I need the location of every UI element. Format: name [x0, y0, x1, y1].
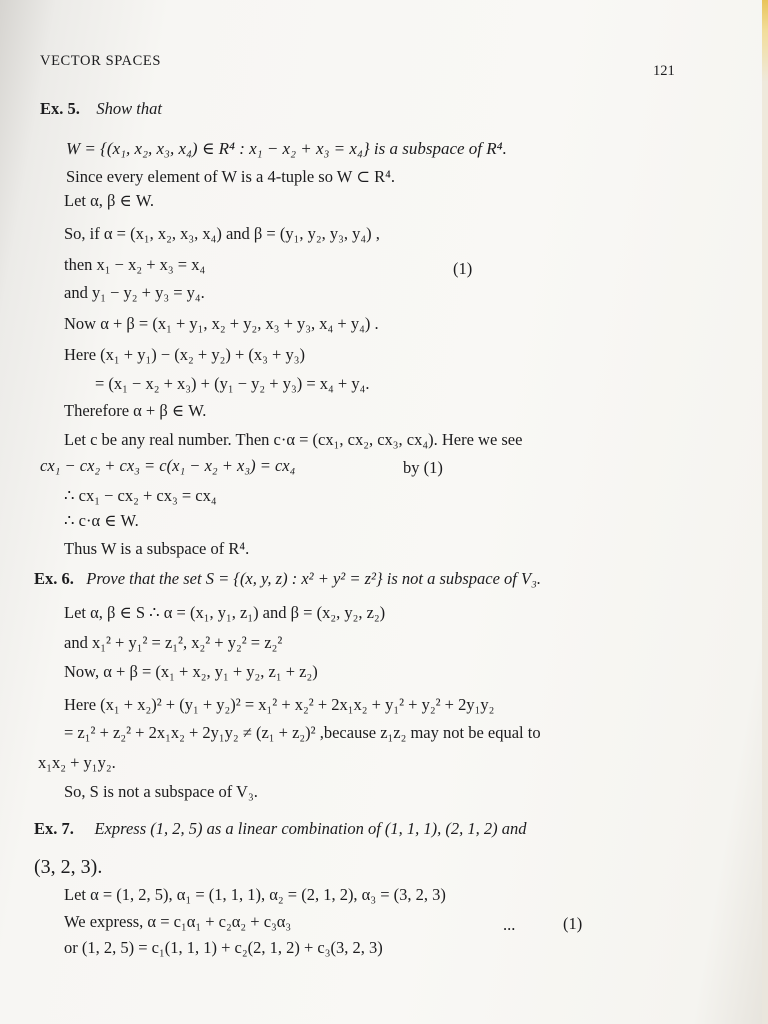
text-line: Here (x₁ + y₁) − (x₂ + y₂) + (x₃ + y₃) — [64, 345, 305, 364]
text-line: So, S is not a subspace of V₃. — [64, 782, 258, 801]
leader-dots: ... — [503, 915, 516, 934]
text-line: ∴ c·α ∈ W. — [64, 511, 139, 530]
equation-line — [40, 455, 295, 477]
text-line: Now, α + β = (x₁ + x₂, y₁ + y₂, z₁ + z₂) — [64, 662, 318, 681]
example-statement: Prove that the set S = {(x, y, z) : x² + y² = z²} is not a subspace of V₃. — [86, 569, 541, 588]
equation-text: We express, α = c₁α₁ + c₂α₂ + c₃α₃ — [64, 912, 292, 931]
equation-tag: (1) — [563, 914, 583, 933]
example-label: Ex. 6. — [34, 569, 74, 588]
page-edge — [762, 0, 768, 1024]
text-line: Since every element of W is a 4-tuple so W ⊂ R⁴. — [66, 167, 396, 186]
text-line: ∴ cx₁ − cx₂ + cx₃ = cx₄ — [64, 486, 217, 505]
text-line: and y₁ − y₂ + y₃ = y₄. — [64, 283, 205, 302]
example-7-heading — [34, 818, 527, 840]
text-line: Here (x₁ + x₂)² + (y₁ + y₂)² = x₁² + x₂² + 2x₁x₂ + y₁² + y₂² + 2y₁y₂ — [64, 695, 495, 714]
text-line: and x₁² + y₁² = z₁², x₂² + y₂² = z₂² — [64, 633, 283, 652]
text-line: Now α + β = (x₁ + y₁, x₂ + y₂, x₃ + y₃, x₄ + y₄) . — [64, 314, 379, 333]
text-line: = (x₁ − x₂ + x₃) + (y₁ − y₂ + y₃) = x₄ + y₄. — [95, 374, 370, 393]
example-statement: Show that — [96, 99, 162, 118]
page-number: 121 — [653, 63, 675, 79]
example-label: Ex. 5. — [40, 99, 80, 118]
text-line: (3, 2, 3). — [34, 856, 103, 878]
equation-text: cx₁ − cx₂ + cx₃ = c(x₁ − x₂ + x₃) = cx₄ — [40, 456, 296, 475]
text-line: x₁x₂ + y₁y₂. — [38, 753, 116, 772]
equation-tag: (1) — [453, 259, 473, 278]
text-line: Let c be any real number. Then c·α = (cx₁, cx₂, cx₃, cx₄). Here we see — [64, 430, 523, 449]
text-line: = z₁² + z₂² + 2x₁x₂ + 2y₁y₂ ≠ (z₁ + z₂)² ,because z₁z₂ may not be equal to — [64, 723, 541, 742]
example-statement: Express (1, 2, 5) as a linear combination of (1, 1, 1), (2, 1, 2) and — [94, 819, 527, 838]
example-label: Ex. 7. — [34, 819, 74, 838]
equation-line — [64, 254, 205, 276]
subspace-definition: W = {(x₁, x₂, x₃, x₄) ∈ R⁴ : x₁ − x₂ + x₃ = x₄} is a subspace of R⁴. — [66, 139, 507, 158]
text-line: Therefore α + β ∈ W. — [64, 401, 207, 420]
text-line: Let α = (1, 2, 5), α₁ = (1, 1, 1), α₂ = (2, 1, 2), α₃ = (3, 2, 3) — [64, 885, 446, 904]
text-line: or (1, 2, 5) = c₁(1, 1, 1) + c₂(2, 1, 2) + c₃(3, 2, 3) — [64, 938, 383, 957]
equation-line — [64, 911, 291, 933]
equation-text: then x₁ − x₂ + x₃ = x₄ — [64, 255, 206, 274]
text-line: Let α, β ∈ W. — [64, 191, 155, 210]
text-line: Thus W is a subspace of R⁴. — [64, 539, 250, 558]
example-6-heading — [34, 568, 541, 590]
text-line: So, if α = (x₁, x₂, x₃, x₄) and β = (y₁, y₂, y₃, y₄) , — [64, 224, 380, 243]
example-5-heading — [40, 98, 162, 120]
text-line: Let α, β ∈ S ∴ α = (x₁, y₁, z₁) and β = (x₂, y₂, z₂) — [64, 603, 386, 622]
running-header: VECTOR SPACES — [40, 53, 162, 69]
equation-tag: by (1) — [403, 458, 443, 477]
